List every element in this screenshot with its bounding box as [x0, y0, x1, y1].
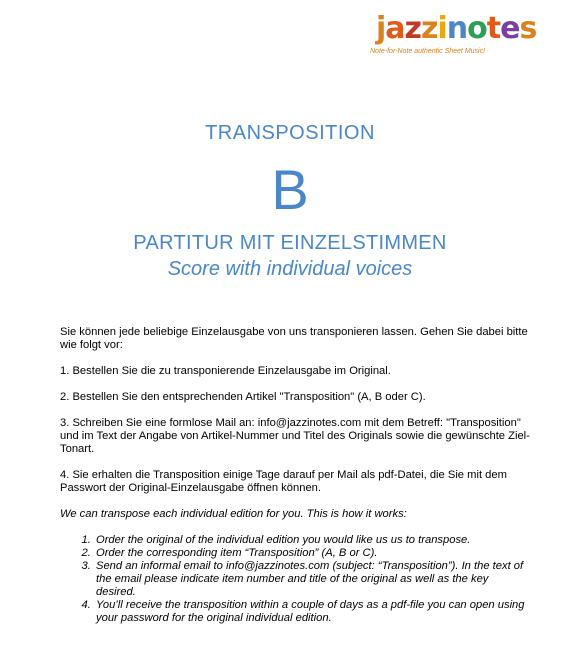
english-steps-list [60, 534, 530, 625]
logo-wordmark [376, 12, 546, 46]
german-step-3: 3. Schreiben Sie eine formlose Mail an: info@jazzinotes.com mit dem Betreff: "Transposition" und im Text der Angabe von Artikel-Nummer und Titel des Originals sowie die gewünschte Ziel-Tonart. [60, 417, 530, 455]
jazzinotes-logo [370, 11, 546, 55]
german-step-1: 1. Bestellen Sie die zu transponierende Einzelausgabe im Original. [60, 365, 391, 377]
logo-letter: s [519, 11, 537, 46]
german-step-2: 2. Bestellen Sie den entsprechenden Artikel "Transposition" (A, B oder C). [60, 391, 426, 403]
logo-letter: o [467, 11, 487, 46]
document-body [60, 326, 530, 625]
english-step: 2. Order the corresponding item “Transposition” (A, B or C). [94, 547, 530, 560]
logo-tagline: Note-for-Note authentic Sheet Music! [370, 48, 486, 55]
title-letter: B [271, 158, 309, 221]
english-intro: We can transpose each individual edition for you. This is how it works: [60, 508, 407, 520]
logo-letter: e [500, 11, 520, 46]
logo-letter: n [446, 11, 468, 46]
logo-letter: t [486, 11, 501, 46]
english-step: 3. Send an informal email to info@jazzinotes.com (subject: “Transposition”). In the text of the email please indicate item number and title of the original as well as the key desired. [94, 560, 530, 599]
german-step-4: 4. Sie erhalten die Transposition einige Tage darauf per Mail als pdf-Datei, die Sie mit dem Passwort der Original-Einzelausgabe öffnen können. [60, 469, 507, 494]
english-step: 4. You’ll receive the transposition within a couple of days as a pdf-file you can open using your password for the original individual edition. [94, 599, 530, 625]
german-intro: Sie können jede beliebige Einzelausgabe von uns transponieren lassen. Gehen Sie dabei bitte wie folgt vor: [60, 326, 528, 351]
logo-letter: i [437, 11, 447, 46]
logo-letter: z [404, 11, 422, 46]
logo-letter: z [421, 11, 438, 46]
title-transposition: TRANSPOSITION [205, 122, 375, 144]
logo-letter: a [385, 11, 405, 46]
subtitle-german: PARTITUR MIT EINZELSTIMMEN [133, 232, 447, 254]
english-step: 1. Order the original of the individual edition you would like us us to transpose. [94, 534, 530, 547]
subtitle-english: Score with individual voices [167, 258, 413, 280]
logo-letter: j [376, 11, 386, 46]
